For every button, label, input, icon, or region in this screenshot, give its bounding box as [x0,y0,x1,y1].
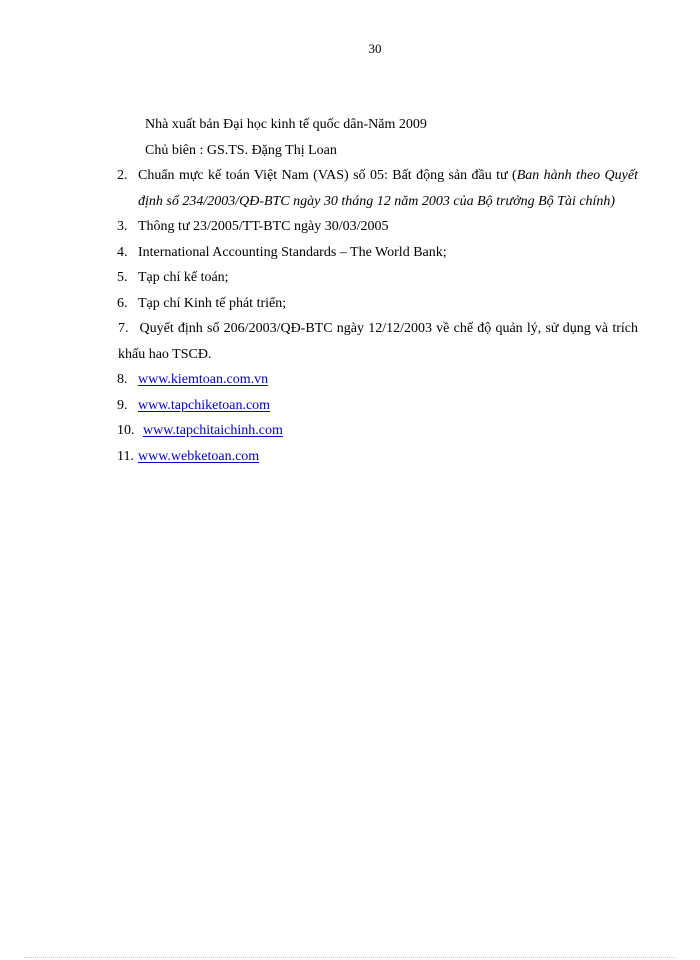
item-text: Thông tư 23/2005/TT-BTC ngày 30/03/2005 [138,219,389,234]
link-tapchiketoan[interactable]: www.tapchiketoan.com [138,397,271,413]
reference-item-9 [118,393,638,419]
item-number: 8. [117,372,128,387]
reference-1-publisher: Nhà xuất bản Đại học kinh tế quốc dân-Năm 2009 [145,117,427,132]
link-kiemtoan[interactable]: www.kiemtoan.com.vn [138,372,269,387]
page-bottom-divider [24,957,676,958]
link-webketoan[interactable]: www.webketoan.com [138,448,260,464]
reference-item-7 [118,316,638,367]
reference-item-6 [118,291,638,317]
reference-item-4 [118,240,638,266]
item-number: 5. [117,270,128,285]
item-text: Tạp chí Kinh tế phát triển; [138,295,287,311]
item-number: 7. [118,321,129,336]
item-number: 11. [117,448,134,464]
reference-item-5 [118,265,638,291]
item-number: 2. [117,168,128,183]
reference-list [118,112,638,469]
reference-item-8 [118,367,638,393]
page-number: 30 [368,41,382,56]
reference-item-3 [118,214,638,240]
item-text: Tạp chí kế toán; [138,270,229,285]
link-tapchitaichinh[interactable]: www.tapchitaichinh.com [143,423,283,438]
reference-1-editor: Chủ biên : GS.TS. Đặng Thị Loan [145,142,337,158]
reference-item-2 [118,163,638,214]
item-text: International Accounting Standards – The World Bank; [138,244,447,260]
item-italic-text: Ban hành theo Quyết định số 234/2003/QĐ-BTC ngày 30 tháng 12 năm 2003 của Bộ trưởng Bộ Tài chính) [138,168,638,209]
item-text: Chuẩn mực kế toán Việt Nam (VAS) số 05: Bất động sản đầu tư (Ban hành theo Quyết định số 234/2003/QĐ-BTC ngày 30 tháng 12 năm 2003 của Bộ trưởng Bộ Tài chính) [138,168,638,209]
reference-item-10 [118,418,638,444]
item-number: 10. [117,423,135,438]
item-number: 4. [117,244,128,260]
reference-item-11 [118,444,638,470]
item-number: 3. [117,219,128,234]
item-number: 6. [117,295,128,311]
item-text: Quyết định số 206/2003/QĐ-BTC ngày 12/12/2003 về chế độ quản lý, sử dụng và trích khấu hao TSCĐ. [118,321,638,362]
item-number: 9. [117,397,128,413]
